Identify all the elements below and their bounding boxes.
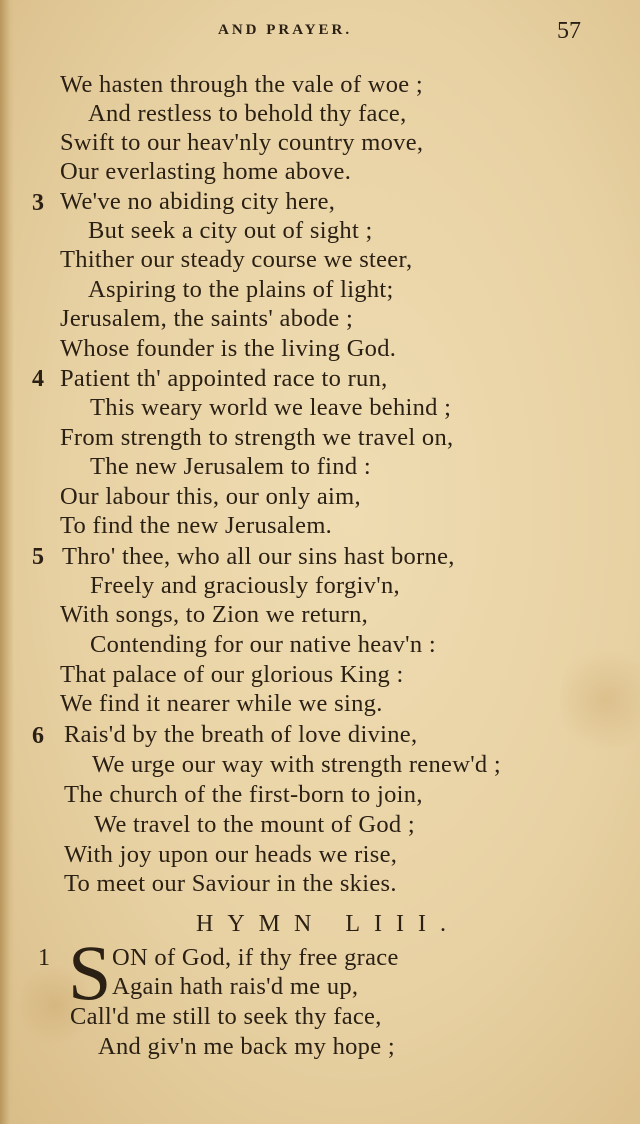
verse-number: 1 bbox=[38, 945, 50, 971]
verse-line: Aspiring to the plains of light; bbox=[88, 276, 394, 303]
verse-line: The church of the first-born to join, bbox=[64, 781, 423, 808]
verse-line: With songs, to Zion we return, bbox=[60, 601, 369, 628]
verse-number: 6 bbox=[32, 723, 44, 749]
verse-line: To find the new Jerusalem. bbox=[60, 512, 333, 539]
verse-line: Thro' thee, who all our sins hast borne, bbox=[62, 543, 455, 570]
verse-number: 4 bbox=[32, 366, 44, 392]
verse-line: That palace of our glorious King : bbox=[60, 661, 404, 688]
verse-line: Swift to our heav'nly country move, bbox=[60, 129, 424, 156]
verse-line: From strength to strength we travel on, bbox=[60, 424, 454, 451]
hymn-title: HYMN LIII. bbox=[196, 911, 460, 937]
drop-cap: S bbox=[68, 929, 112, 1016]
verse-line: We've no abiding city here, bbox=[60, 188, 336, 215]
verse-line: We hasten through the vale of woe ; bbox=[60, 71, 423, 98]
verse-line: Jerusalem, the saints' abode ; bbox=[60, 305, 354, 332]
page-number: 57 bbox=[557, 18, 581, 44]
verse-line: Our labour this, our only aim, bbox=[60, 483, 361, 510]
verse-number: 5 bbox=[32, 544, 44, 570]
page-header bbox=[0, 18, 640, 48]
verse-line: The new Jerusalem to find : bbox=[90, 453, 371, 480]
verse-line: Whose founder is the living God. bbox=[60, 335, 397, 362]
verse-line: With joy upon our heads we rise, bbox=[64, 841, 398, 868]
verse-line: Call'd me still to seek thy face, bbox=[70, 1003, 382, 1030]
verse-line: This weary world we leave behind ; bbox=[90, 394, 452, 421]
verse-line: Again hath rais'd me up, bbox=[112, 973, 359, 1000]
verse-line: Our everlasting home above. bbox=[60, 158, 352, 185]
verse-line: Thither our steady course we steer, bbox=[60, 246, 413, 273]
verse-line: Rais'd by the breath of love divine, bbox=[64, 721, 418, 748]
running-head: AND PRAYER. bbox=[218, 22, 353, 38]
verse-line: And restless to behold thy face, bbox=[88, 100, 407, 127]
verse-line: Patient th' appointed race to run, bbox=[60, 365, 388, 392]
paper-stain bbox=[560, 640, 640, 760]
verse-line: And giv'n me back my hope ; bbox=[98, 1033, 395, 1060]
verse-line: We urge our way with strength renew'd ; bbox=[92, 751, 501, 778]
verse-line: Freely and graciously forgiv'n, bbox=[90, 572, 400, 599]
verse-number: 3 bbox=[32, 190, 44, 216]
page-gutter bbox=[0, 0, 14, 1124]
verse-line: ON of God, if thy free grace bbox=[112, 944, 399, 971]
verse-line: To meet our Saviour in the skies. bbox=[64, 870, 397, 897]
verse-line: We find it nearer while we sing. bbox=[60, 690, 383, 717]
verse-line: But seek a city out of sight ; bbox=[88, 217, 373, 244]
verse-line: Contending for our native heav'n : bbox=[90, 631, 436, 658]
verse-line: We travel to the mount of God ; bbox=[94, 811, 415, 838]
